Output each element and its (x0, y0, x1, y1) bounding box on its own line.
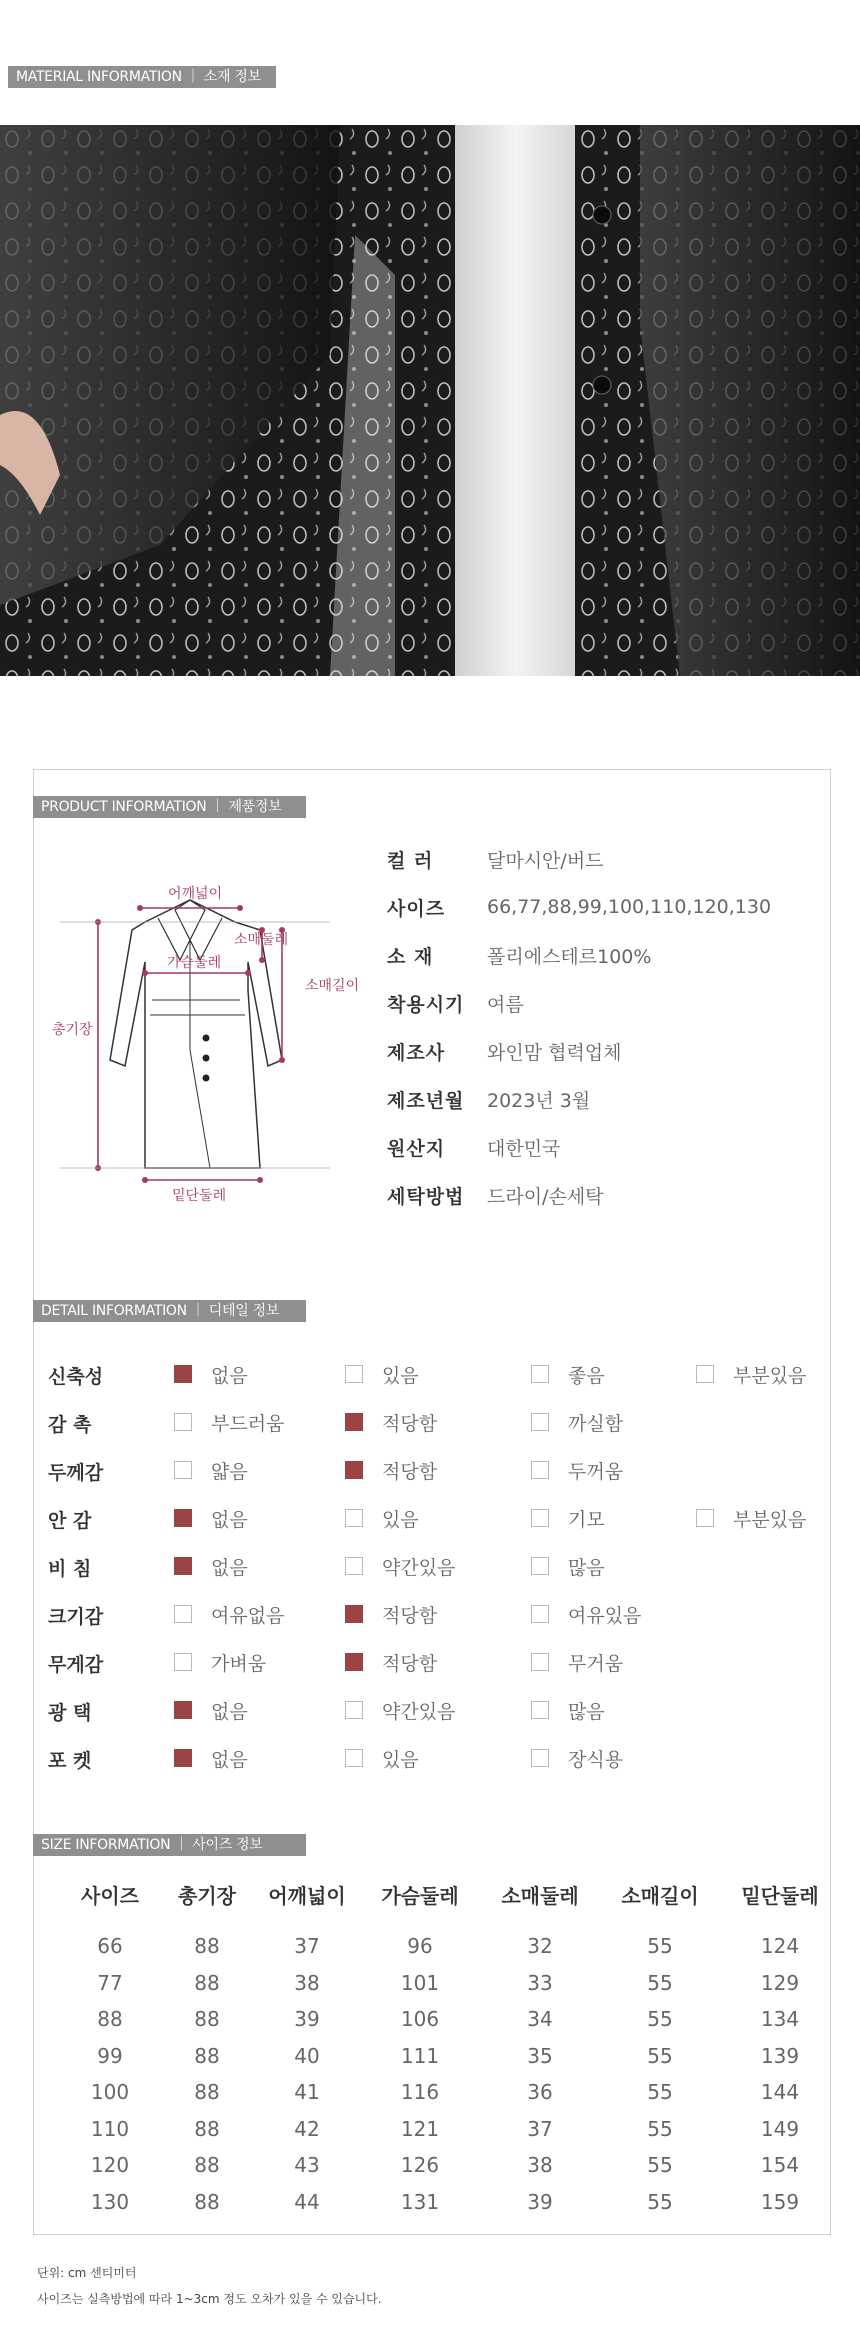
spec-value: 2023년 3월 (487, 1089, 591, 1112)
size-table-cell: 55 (647, 2153, 673, 2177)
size-table-cell: 126 (400, 2153, 440, 2177)
detail-label: 광 택 (48, 1702, 92, 1724)
checked-box-icon (345, 1653, 363, 1671)
detail-option-label: 없음 (211, 1700, 248, 1723)
size-table-cell: 124 (760, 1934, 800, 1958)
unchecked-box-icon (345, 1701, 363, 1719)
size-table-cell: 66 (97, 1934, 123, 1958)
detail-option (531, 1409, 623, 1435)
diagram-label-shoulder: 어깨넓이 (168, 886, 223, 902)
spec-value: 와인맘 협력업체 (487, 1041, 622, 1064)
detail-option (531, 1745, 623, 1771)
spec-row (387, 1075, 590, 1123)
size-table-cell: 88 (194, 2189, 220, 2214)
unchecked-box-icon (531, 1509, 549, 1527)
size-table-cell: 34 (527, 2007, 553, 2031)
detail-option (531, 1361, 605, 1387)
detail-label: 안 감 (48, 1510, 92, 1532)
detail-option (174, 1505, 248, 1531)
detail-option (174, 1409, 284, 1435)
detail-option-label: 여유있음 (568, 1604, 642, 1627)
unchecked-box-icon (345, 1749, 363, 1767)
detail-option-label: 없음 (211, 1748, 248, 1771)
spec-label: 제조사 (387, 1041, 446, 1064)
size-column-header: 사이즈 (81, 1884, 139, 1908)
size-table-cell: 35 (527, 2043, 553, 2068)
size-table-cell: 38 (294, 1970, 320, 1995)
fabric-closeup-photo (0, 125, 860, 676)
size-table-cell: 44 (294, 2189, 320, 2214)
disclaimer-note: 사이즈는 실측방법에 따라 1~3cm 정도 오차가 있을 수 있습니다. (37, 2292, 382, 2306)
detail-option (174, 1553, 248, 1579)
size-table-cell: 149 (760, 2116, 800, 2141)
spec-value: 드라이/손세탁 (487, 1185, 604, 1208)
detail-option-label: 없음 (211, 1556, 248, 1579)
size-table-cell: 88 (194, 2080, 220, 2104)
spec-label: 제조년월 (387, 1089, 465, 1112)
size-column-header: 밑단둘레 (741, 1884, 819, 1908)
spec-value: 여름 (487, 993, 524, 1016)
detail-option-label: 좋음 (568, 1364, 605, 1387)
detail-option (345, 1457, 437, 1483)
detail-option (345, 1505, 419, 1531)
size-table-cell: 100 (90, 2080, 130, 2104)
size-table-cell: 144 (760, 2080, 800, 2104)
size-column-header: 어깨넓이 (268, 1884, 346, 1908)
size-column-header: 소매둘레 (501, 1884, 579, 1908)
size-table-cell: 121 (400, 2116, 440, 2141)
detail-option-label: 약간있음 (382, 1700, 456, 1723)
spec-row (387, 1171, 604, 1219)
garment-size-diagram (50, 870, 370, 1210)
detail-option (174, 1649, 266, 1675)
unchecked-box-icon (531, 1749, 549, 1767)
diagram-label-chest: 가슴둘레 (167, 955, 222, 971)
detail-option (174, 1361, 248, 1387)
detail-option (174, 1697, 248, 1723)
size-table-cell: 88 (194, 1970, 220, 1995)
size-table-cell: 38 (527, 2153, 553, 2177)
size-table-cell: 33 (527, 1970, 553, 1995)
checked-box-icon (174, 1365, 192, 1383)
diagram-label-sleeve-round: 소매둘레 (234, 932, 289, 948)
diagram-label-total-length: 총기장 (52, 1022, 93, 1038)
detail-option-label: 부드러움 (211, 1412, 285, 1435)
size-table-cell: 129 (760, 1970, 800, 1995)
size-table-cell: 88 (194, 2043, 220, 2068)
checked-box-icon (345, 1461, 363, 1479)
detail-option (174, 1457, 248, 1483)
size-table-cell: 32 (527, 1934, 553, 1958)
unchecked-box-icon (174, 1461, 192, 1479)
checked-box-icon (174, 1749, 192, 1767)
detail-label: 무게감 (48, 1654, 104, 1676)
detail-option-label: 있음 (382, 1508, 419, 1531)
checked-box-icon (345, 1605, 363, 1623)
detail-option (345, 1409, 437, 1435)
size-table-cell: 39 (294, 2007, 320, 2031)
unchecked-box-icon (531, 1605, 549, 1623)
detail-option-label: 기모 (568, 1508, 605, 1531)
unchecked-box-icon (531, 1365, 549, 1383)
size-table-cell: 88 (194, 1934, 220, 1958)
size-table-cell: 77 (97, 1970, 123, 1995)
detail-option-label: 가벼움 (211, 1652, 267, 1675)
detail-option (345, 1361, 419, 1387)
size-column-header: 소매길이 (621, 1884, 699, 1908)
detail-option-label: 장식용 (568, 1748, 624, 1771)
spec-label: 사이즈 (387, 897, 446, 920)
detail-option-label: 무거움 (568, 1652, 624, 1675)
detail-label: 포 켓 (48, 1750, 92, 1772)
size-table-cell: 111 (400, 2043, 440, 2068)
unchecked-box-icon (696, 1365, 714, 1383)
checked-box-icon (174, 1557, 192, 1575)
spec-row (387, 835, 604, 883)
size-table-cell: 139 (760, 2043, 800, 2068)
unchecked-box-icon (531, 1701, 549, 1719)
detail-option-label: 적당함 (382, 1604, 438, 1627)
unchecked-box-icon (531, 1557, 549, 1575)
size-table-cell: 96 (407, 1934, 433, 1958)
spec-row (387, 1027, 622, 1075)
detail-option (345, 1553, 455, 1579)
detail-option-label: 얇음 (211, 1460, 248, 1483)
detail-option-label: 없음 (211, 1364, 248, 1387)
size-table-cell: 55 (647, 2043, 673, 2068)
unit-note: 단위: cm 센티미터 (37, 2266, 137, 2280)
detail-option (531, 1601, 641, 1627)
detail-option (531, 1505, 605, 1531)
detail-option-label: 약간있음 (382, 1556, 456, 1579)
size-table-cell: 37 (294, 1934, 320, 1958)
unchecked-box-icon (531, 1653, 549, 1671)
checked-box-icon (174, 1509, 192, 1527)
detail-option (531, 1697, 605, 1723)
spec-row (387, 979, 524, 1027)
size-table-cell: 130 (90, 2189, 130, 2214)
size-table-cell: 55 (647, 2116, 673, 2141)
unchecked-box-icon (696, 1509, 714, 1527)
size-table-cell: 120 (90, 2153, 130, 2177)
size-table-cell: 39 (527, 2189, 553, 2214)
size-table-cell: 154 (760, 2153, 800, 2177)
detail-option (345, 1601, 437, 1627)
detail-option-label: 많음 (568, 1556, 605, 1579)
detail-option (174, 1745, 248, 1771)
size-table-cell: 37 (527, 2116, 553, 2141)
detail-label: 감 촉 (48, 1414, 92, 1436)
detail-option (345, 1697, 455, 1723)
unchecked-box-icon (531, 1461, 549, 1479)
size-table-cell: 101 (400, 1970, 440, 1995)
detail-option-label: 적당함 (382, 1412, 438, 1435)
detail-option (531, 1553, 605, 1579)
detail-label: 두께감 (48, 1462, 104, 1484)
detail-option-label: 있음 (382, 1364, 419, 1387)
size-table-cell: 106 (400, 2007, 440, 2031)
detail-option-label: 부분있음 (733, 1508, 807, 1531)
unchecked-box-icon (345, 1365, 363, 1383)
size-table-cell: 55 (647, 2189, 673, 2214)
spec-value: 대한민국 (487, 1137, 561, 1160)
size-table-cell: 55 (647, 2080, 673, 2104)
spec-label: 세탁방법 (387, 1185, 465, 1208)
size-table-cell: 110 (90, 2116, 130, 2141)
size-table-cell: 99 (97, 2043, 123, 2068)
size-table-cell: 55 (647, 2007, 673, 2031)
size-table-cell: 88 (194, 2116, 220, 2141)
detail-option-label: 많음 (568, 1700, 605, 1723)
detail-option-label: 부분있음 (733, 1364, 807, 1387)
material-info-header: MATERIAL INFORMATION ｜ 소재 정보 (8, 66, 276, 88)
size-table-cell: 131 (400, 2189, 440, 2214)
detail-option-label: 여유없음 (211, 1604, 285, 1627)
size-table-cell: 159 (760, 2189, 800, 2214)
diagram-label-hem: 밑단둘레 (172, 1188, 227, 1204)
detail-option (696, 1361, 806, 1387)
spec-value: 달마시안/버드 (487, 849, 604, 872)
spec-label: 컬 러 (387, 849, 434, 872)
size-table-cell: 55 (647, 1970, 673, 1995)
unchecked-box-icon (174, 1413, 192, 1431)
detail-option (174, 1601, 284, 1627)
size-table-cell: 88 (97, 2007, 123, 2031)
detail-option-label: 적당함 (382, 1652, 438, 1675)
detail-option (696, 1505, 806, 1531)
spec-row (387, 883, 771, 931)
spec-row (387, 1123, 560, 1171)
spec-value: 66,77,88,99,100,110,120,130 (487, 896, 772, 918)
size-table-cell: 88 (194, 2153, 220, 2177)
spec-label: 원산지 (387, 1137, 446, 1160)
detail-option-label: 있음 (382, 1748, 419, 1771)
detail-option-label: 적당함 (382, 1460, 438, 1483)
size-table-cell: 55 (647, 1934, 673, 1958)
unchecked-box-icon (531, 1413, 549, 1431)
spec-label: 착용시기 (387, 993, 465, 1016)
detail-info-header: DETAIL INFORMATION ｜ 디테일 정보 (33, 1300, 306, 1322)
diagram-label-sleeve-length: 소매길이 (305, 978, 360, 994)
checked-box-icon (345, 1413, 363, 1431)
size-table-cell: 116 (400, 2080, 440, 2104)
spec-value: 폴리에스테르100% (487, 945, 652, 968)
detail-option-label: 없음 (211, 1508, 248, 1531)
detail-label: 신축성 (48, 1366, 104, 1388)
unchecked-box-icon (174, 1653, 192, 1671)
detail-option (531, 1457, 623, 1483)
size-table-cell: 36 (527, 2080, 553, 2104)
size-info-header: SIZE INFORMATION ｜ 사이즈 정보 (33, 1834, 306, 1856)
unchecked-box-icon (345, 1509, 363, 1527)
size-table-cell: 88 (194, 2007, 220, 2031)
size-column-header: 가슴둘레 (381, 1884, 459, 1908)
detail-option-label: 두꺼움 (568, 1460, 624, 1483)
size-table-cell: 43 (294, 2153, 320, 2177)
size-table-cell: 134 (760, 2007, 800, 2031)
detail-option-label: 까실함 (568, 1412, 624, 1435)
detail-option (345, 1649, 437, 1675)
detail-label: 크기감 (48, 1606, 104, 1628)
detail-option (345, 1745, 419, 1771)
detail-label: 비 침 (48, 1558, 92, 1580)
checked-box-icon (174, 1701, 192, 1719)
spec-row (387, 931, 651, 979)
size-table-cell: 40 (294, 2043, 320, 2068)
detail-option (531, 1649, 623, 1675)
size-table-cell: 42 (294, 2116, 320, 2141)
unchecked-box-icon (174, 1605, 192, 1623)
unchecked-box-icon (345, 1557, 363, 1575)
size-column-header: 총기장 (178, 1884, 236, 1908)
size-table-cell: 41 (294, 2080, 320, 2104)
product-info-header: PRODUCT INFORMATION ｜ 제품정보 (33, 796, 306, 818)
spec-label: 소 재 (387, 945, 434, 968)
